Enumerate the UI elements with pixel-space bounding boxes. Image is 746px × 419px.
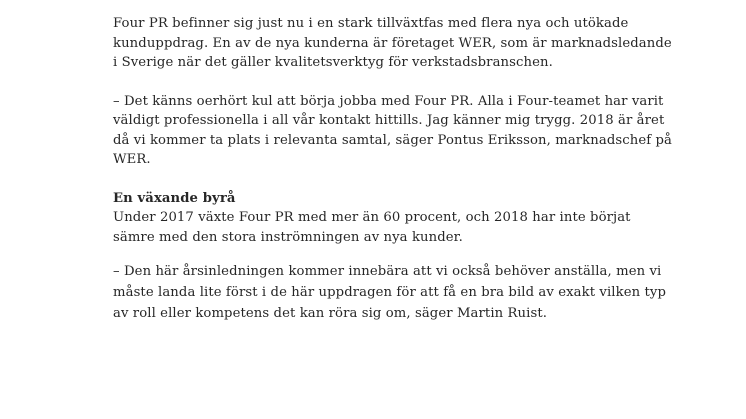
quote-paragraph-ruist: – Den här årsinledningen kommer innebära att vi också behöver anställa, men vi måste landa lite först i de här uppdragen för att få en bra bild av exakt vilken typ av roll eller kompetens det kan röra sig om, säger Martin Ruist. — [113, 264, 666, 321]
quote-paragraph-eriksson: – Det känns oerhört kul att börja jobba med Four PR. Alla i Four-teamet har varit väldigt professionella i all vår kontakt hittills. Jag känner mig trygg. 2018 är året då vi kommer ta plats i relevanta samtal, säger Pontus Eriksson, marknadschef på WER. — [113, 93, 673, 167]
intro-paragraph: Four PR befinner sig just nu i en stark tillväxtfas med flera nya och utökade kunduppdrag. En av de nya kunderna är företaget WER, som är marknadsledande i Sverige när det gäller kvalitetsverktyg för verkstadsbranschen. — [113, 16, 672, 70]
growth-paragraph: Under 2017 växte Four PR med mer än 60 procent, och 2018 har inte börjat sämre med den stora inströmningen av nya kunder. — [113, 210, 631, 245]
article-body — [113, 14, 673, 324]
section-heading: En växande byrå — [113, 190, 236, 206]
